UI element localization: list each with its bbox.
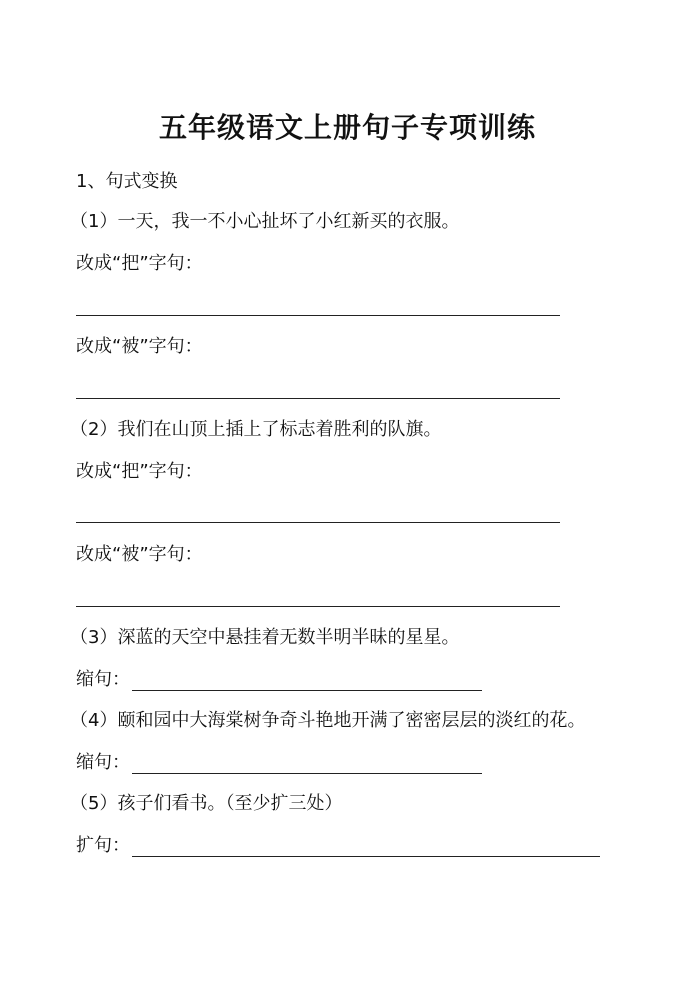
question-3 <box>70 626 459 650</box>
question-number: （5） <box>70 793 118 814</box>
prompt-label: 扩句： <box>76 835 130 856</box>
question-2 <box>70 418 441 442</box>
question-5 <box>70 792 342 816</box>
answer-line[interactable] <box>132 856 600 857</box>
question-1 <box>70 210 459 234</box>
prompt-bei-sentence: 改成“被”字句： <box>76 544 203 565</box>
question-number: （1） <box>70 211 118 232</box>
prompt-ba-sentence: 改成“把”字句： <box>76 253 203 274</box>
question-number: （3） <box>70 627 118 648</box>
prompt-ba-sentence: 改成“把”字句： <box>76 461 203 482</box>
section-heading: 1、句式变换 <box>76 171 178 192</box>
prompt-expand <box>76 834 130 858</box>
prompt-label: 缩句： <box>76 669 130 690</box>
question-number: （4） <box>70 710 118 731</box>
question-sentence: 深蓝的天空中悬挂着无数半明半昧的星星。 <box>117 627 460 648</box>
question-number: （2） <box>70 419 118 440</box>
answer-line[interactable] <box>76 398 560 399</box>
answer-line[interactable] <box>76 315 560 316</box>
question-sentence: 一天，我一不小心扯坏了小红新买的衣服。 <box>117 211 460 232</box>
question-sentence: 孩子们看书。（至少扩三处） <box>117 793 343 814</box>
question-sentence: 我们在山顶上插上了标志着胜利的队旗。 <box>117 419 442 440</box>
answer-line[interactable] <box>132 690 482 691</box>
question-4 <box>70 709 585 733</box>
question-sentence: 颐和园中大海棠树争奇斗艳地开满了密密层层的淡红的花。 <box>117 710 586 731</box>
page-title: 五年级语文上册句子专项训练 <box>158 111 536 144</box>
prompt-label: 缩句： <box>76 752 130 773</box>
prompt-bei-sentence: 改成“被”字句： <box>76 336 203 357</box>
answer-line[interactable] <box>132 773 482 774</box>
answer-line[interactable] <box>76 606 560 607</box>
answer-line[interactable] <box>76 522 560 523</box>
prompt-condense <box>76 668 130 692</box>
prompt-condense <box>76 751 130 775</box>
